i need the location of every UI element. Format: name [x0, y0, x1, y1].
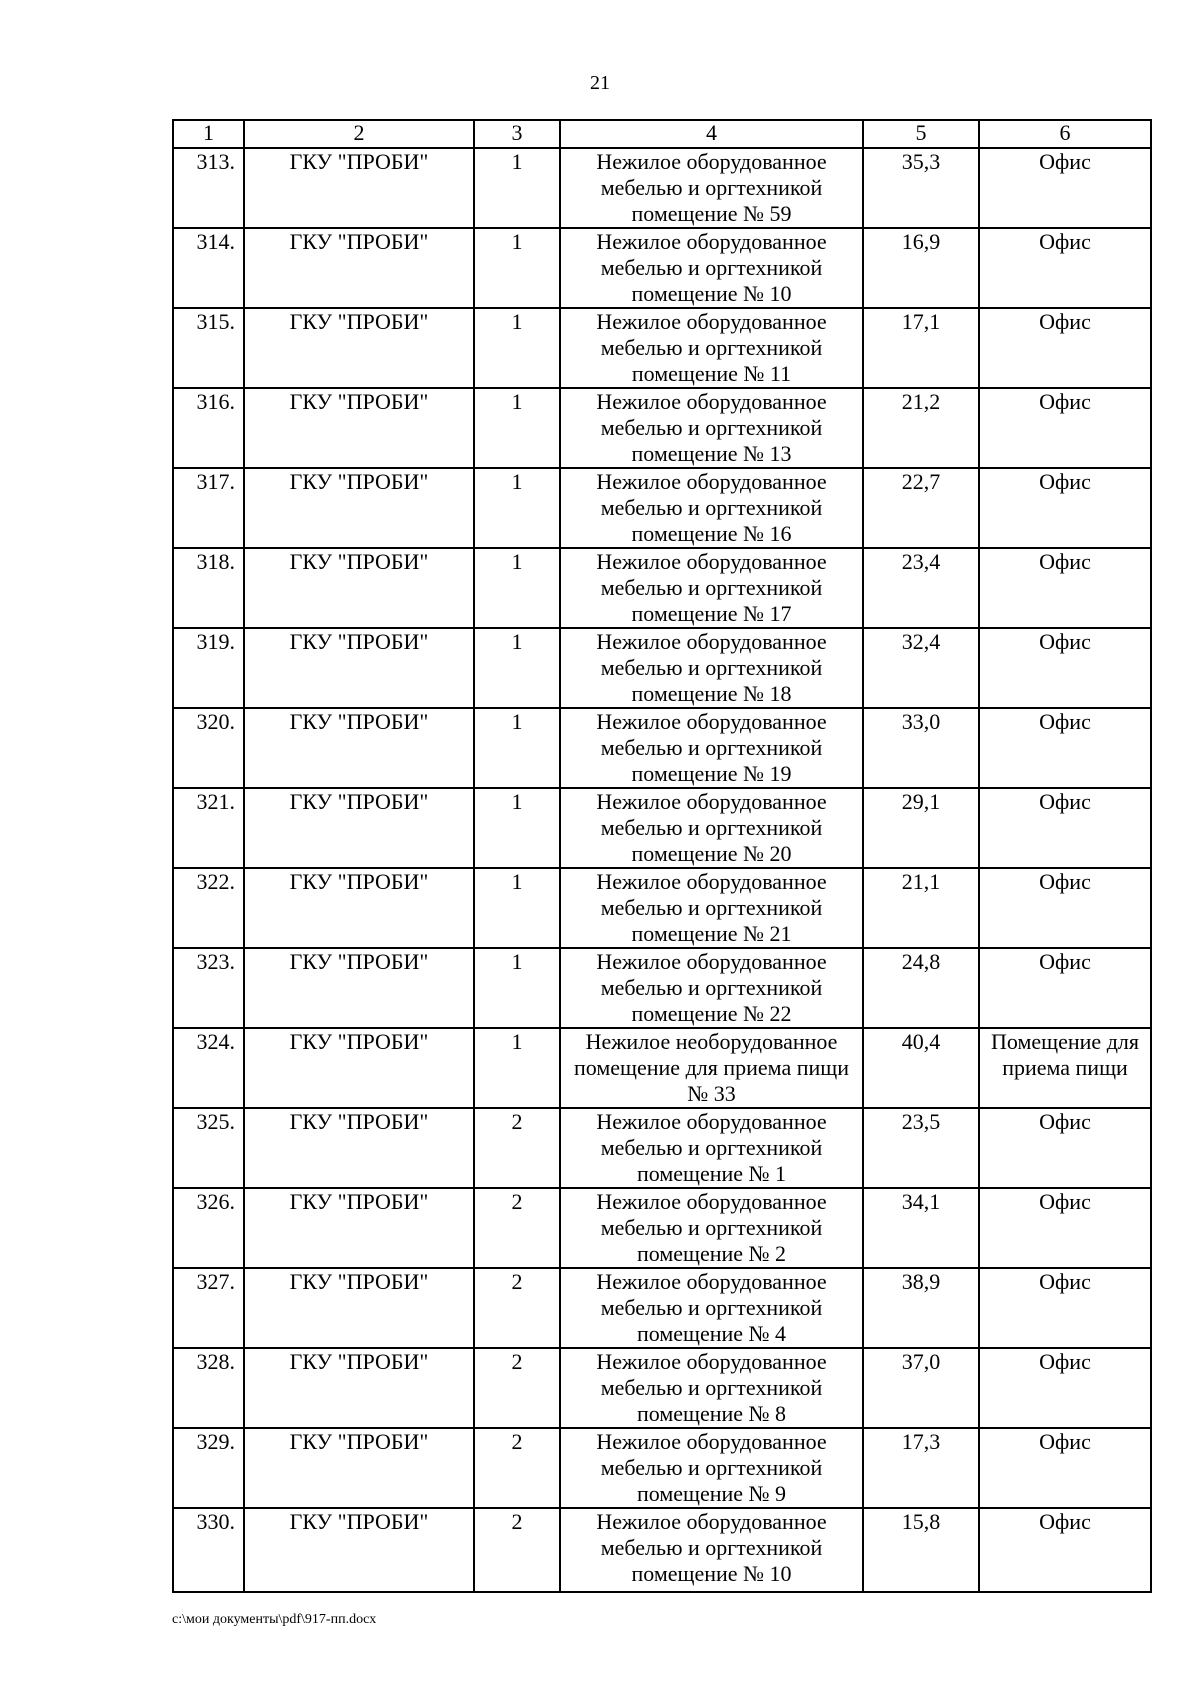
area-cell: 15,8 [863, 1508, 979, 1592]
purpose-cell: Офис [979, 1268, 1151, 1348]
floor-cell: 1 [474, 628, 560, 708]
table-row [173, 1348, 1151, 1428]
row-number: 323. [173, 948, 244, 1028]
premises-description-cell: Нежилое оборудованное мебелью и оргтехникой помещение № 20 [560, 788, 863, 868]
premises-description-cell: Нежилое оборудованное мебелью и оргтехникой помещение № 22 [560, 948, 863, 1028]
row-number: 318. [173, 548, 244, 628]
area-cell: 23,5 [863, 1108, 979, 1188]
table-row [173, 868, 1151, 948]
row-number: 321. [173, 788, 244, 868]
floor-cell: 1 [474, 548, 560, 628]
purpose-cell: Офис [979, 1108, 1151, 1188]
premises-description-cell: Нежилое оборудованное мебелью и оргтехникой помещение № 1 [560, 1108, 863, 1188]
row-number: 327. [173, 1268, 244, 1348]
table-header-row [173, 120, 1151, 148]
area-cell: 38,9 [863, 1268, 979, 1348]
area-cell: 17,1 [863, 308, 979, 388]
row-number: 330. [173, 1508, 244, 1592]
table-row [173, 308, 1151, 388]
table-row [173, 1108, 1151, 1188]
premises-description-cell: Нежилое оборудованное мебелью и оргтехникой помещение № 13 [560, 388, 863, 468]
table-row [173, 948, 1151, 1028]
purpose-cell: Офис [979, 1188, 1151, 1268]
purpose-cell: Офис [979, 148, 1151, 228]
row-number: 315. [173, 308, 244, 388]
purpose-cell: Офис [979, 1428, 1151, 1508]
floor-cell: 1 [474, 948, 560, 1028]
floor-cell: 2 [474, 1188, 560, 1268]
area-cell: 17,3 [863, 1428, 979, 1508]
area-cell: 34,1 [863, 1188, 979, 1268]
table-row [173, 388, 1151, 468]
row-number: 313. [173, 148, 244, 228]
row-number: 326. [173, 1188, 244, 1268]
area-cell: 40,4 [863, 1028, 979, 1108]
organization-cell: ГКУ "ПРОБИ" [244, 148, 474, 228]
premises-description-cell: Нежилое оборудованное мебелью и оргтехникой помещение № 2 [560, 1188, 863, 1268]
row-number: 316. [173, 388, 244, 468]
premises-description-cell: Нежилое оборудованное мебелью и оргтехникой помещение № 59 [560, 148, 863, 228]
floor-cell: 2 [474, 1428, 560, 1508]
organization-cell: ГКУ "ПРОБИ" [244, 548, 474, 628]
floor-cell: 1 [474, 788, 560, 868]
column-header: 1 [173, 120, 244, 148]
premises-description-cell: Нежилое оборудованное мебелью и оргтехникой помещение № 19 [560, 708, 863, 788]
area-cell: 35,3 [863, 148, 979, 228]
purpose-cell: Офис [979, 708, 1151, 788]
floor-cell: 2 [474, 1108, 560, 1188]
floor-cell: 1 [474, 308, 560, 388]
area-cell: 21,2 [863, 388, 979, 468]
purpose-cell: Офис [979, 228, 1151, 308]
premises-description-cell: Нежилое оборудованное мебелью и оргтехникой помещение № 21 [560, 868, 863, 948]
premises-description-cell: Нежилое оборудованное мебелью и оргтехникой помещение № 10 [560, 1508, 863, 1592]
premises-description-cell: Нежилое оборудованное мебелью и оргтехникой помещение № 4 [560, 1268, 863, 1348]
table-row [173, 148, 1151, 228]
area-cell: 37,0 [863, 1348, 979, 1428]
premises-description-cell: Нежилое оборудованное мебелью и оргтехникой помещение № 10 [560, 228, 863, 308]
area-cell: 21,1 [863, 868, 979, 948]
floor-cell: 2 [474, 1268, 560, 1348]
table-row [173, 548, 1151, 628]
organization-cell: ГКУ "ПРОБИ" [244, 1028, 474, 1108]
purpose-cell: Офис [979, 868, 1151, 948]
premises-description-cell: Нежилое оборудованное мебелью и оргтехникой помещение № 9 [560, 1428, 863, 1508]
floor-cell: 1 [474, 148, 560, 228]
table-row [173, 1028, 1151, 1108]
premises-description-cell: Нежилое оборудованное мебелью и оргтехникой помещение № 11 [560, 308, 863, 388]
premises-description-cell: Нежилое оборудованное мебелью и оргтехникой помещение № 18 [560, 628, 863, 708]
area-cell: 16,9 [863, 228, 979, 308]
footer-file-path: c:\мои документы\pdf\917-пп.docx [172, 1612, 377, 1627]
organization-cell: ГКУ "ПРОБИ" [244, 1348, 474, 1428]
column-header: 2 [244, 120, 474, 148]
floor-cell: 1 [474, 708, 560, 788]
organization-cell: ГКУ "ПРОБИ" [244, 1428, 474, 1508]
purpose-cell: Офис [979, 468, 1151, 548]
column-header: 4 [560, 120, 863, 148]
organization-cell: ГКУ "ПРОБИ" [244, 788, 474, 868]
organization-cell: ГКУ "ПРОБИ" [244, 948, 474, 1028]
organization-cell: ГКУ "ПРОБИ" [244, 868, 474, 948]
purpose-cell: Офис [979, 788, 1151, 868]
row-number: 325. [173, 1108, 244, 1188]
premises-description-cell: Нежилое необорудованное помещение для приема пищи № 33 [560, 1028, 863, 1108]
table-row [173, 1508, 1151, 1592]
purpose-cell: Офис [979, 1348, 1151, 1428]
floor-cell: 1 [474, 868, 560, 948]
floor-cell: 2 [474, 1508, 560, 1592]
organization-cell: ГКУ "ПРОБИ" [244, 1188, 474, 1268]
row-number: 317. [173, 468, 244, 548]
organization-cell: ГКУ "ПРОБИ" [244, 1108, 474, 1188]
purpose-cell: Помещение для приема пищи [979, 1028, 1151, 1108]
area-cell: 32,4 [863, 628, 979, 708]
purpose-cell: Офис [979, 548, 1151, 628]
document-table [172, 119, 1152, 1593]
row-number: 328. [173, 1348, 244, 1428]
purpose-cell: Офис [979, 388, 1151, 468]
row-number: 314. [173, 228, 244, 308]
column-header: 3 [474, 120, 560, 148]
area-cell: 22,7 [863, 468, 979, 548]
table-row [173, 708, 1151, 788]
page-number: 21 [590, 72, 610, 94]
table-row [173, 228, 1151, 308]
organization-cell: ГКУ "ПРОБИ" [244, 628, 474, 708]
floor-cell: 1 [474, 468, 560, 548]
area-cell: 24,8 [863, 948, 979, 1028]
table-row [173, 788, 1151, 868]
premises-description-cell: Нежилое оборудованное мебелью и оргтехникой помещение № 8 [560, 1348, 863, 1428]
area-cell: 23,4 [863, 548, 979, 628]
organization-cell: ГКУ "ПРОБИ" [244, 1508, 474, 1592]
table-row [173, 1428, 1151, 1508]
organization-cell: ГКУ "ПРОБИ" [244, 388, 474, 468]
purpose-cell: Офис [979, 628, 1151, 708]
row-number: 324. [173, 1028, 244, 1108]
floor-cell: 2 [474, 1348, 560, 1428]
organization-cell: ГКУ "ПРОБИ" [244, 308, 474, 388]
organization-cell: ГКУ "ПРОБИ" [244, 1268, 474, 1348]
row-number: 320. [173, 708, 244, 788]
purpose-cell: Офис [979, 308, 1151, 388]
table-row [173, 468, 1151, 548]
floor-cell: 1 [474, 228, 560, 308]
premises-description-cell: Нежилое оборудованное мебелью и оргтехникой помещение № 17 [560, 548, 863, 628]
purpose-cell: Офис [979, 948, 1151, 1028]
area-cell: 33,0 [863, 708, 979, 788]
organization-cell: ГКУ "ПРОБИ" [244, 708, 474, 788]
premises-description-cell: Нежилое оборудованное мебелью и оргтехникой помещение № 16 [560, 468, 863, 548]
area-cell: 29,1 [863, 788, 979, 868]
purpose-cell: Офис [979, 1508, 1151, 1592]
row-number: 329. [173, 1428, 244, 1508]
table-row [173, 1188, 1151, 1268]
row-number: 319. [173, 628, 244, 708]
row-number: 322. [173, 868, 244, 948]
table-row [173, 628, 1151, 708]
organization-cell: ГКУ "ПРОБИ" [244, 228, 474, 308]
table-row [173, 1268, 1151, 1348]
column-header: 5 [863, 120, 979, 148]
column-header: 6 [979, 120, 1151, 148]
organization-cell: ГКУ "ПРОБИ" [244, 468, 474, 548]
floor-cell: 1 [474, 1028, 560, 1108]
floor-cell: 1 [474, 388, 560, 468]
